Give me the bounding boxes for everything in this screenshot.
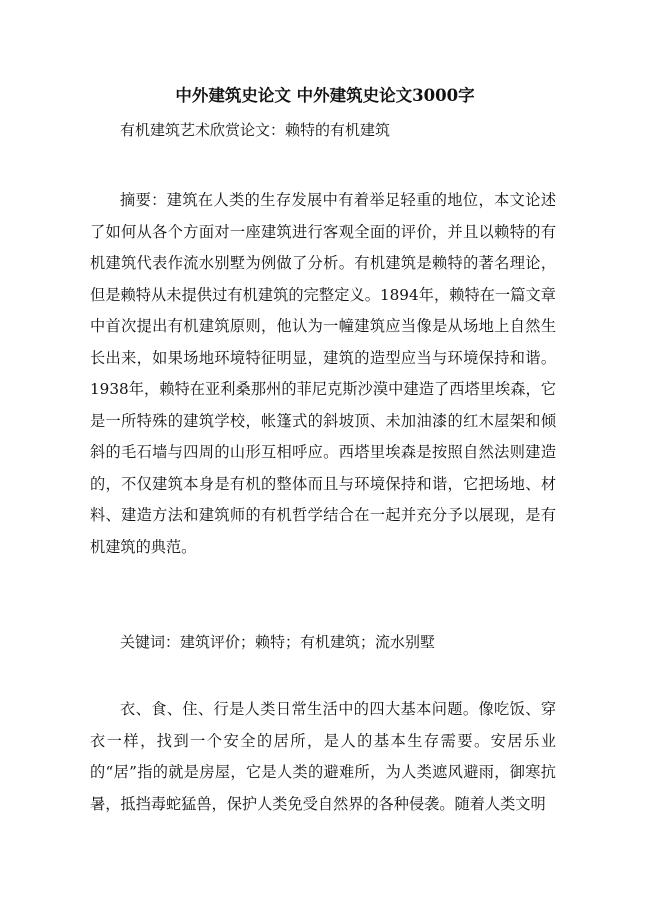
keywords-line: 关键词：建筑评价；赖特；有机建筑；流水别墅 (120, 633, 436, 651)
document-subtitle: 有机建筑艺术欣赏论文：赖特的有机建筑 (120, 121, 391, 139)
abstract-paragraph: 摘要：建筑在人类的生存发展中有着举足轻重的地位，本文论述了如何从各个方面对一座建筑进行客观全面的评价，并且以赖特的有机建筑代表作流水别墅为例做了分析。有机建筑是赖特的著名理论，但是赖特从未提供过有机建筑的完整定义。1894年，赖特在一篇文章中首次提出有机建筑原则，他认为一幢建筑应当像是从场地上自然生长出来，如果场地环境特征明显，建筑的造型应当与环境保持和谐。1938年，赖特在亚利桑那州的菲尼克斯沙漠中建造了西塔里埃森，它是一所特殊的建筑学校，帐篷式的斜坡顶、未加油漆的红木屋架和倾斜的毛石墙与四周的山形互相呼应。西塔里埃森是按照自然法则建造的，不仅建筑本身是有机的整体而且与环境保持和谐，它把场地、材料、建造方法和建筑师的有机哲学结合在一起并充分予以展现，是有机建筑的典范。 (90, 191, 556, 556)
body-paragraph: 衣、食、住、行是人类日常生活中的四大基本问题。像吃饭、穿衣一样，找到一个安全的居所，是人的基本生存需要。安居乐业的“居”指的就是房屋，它是人类的避难所，为人类遮风避雨，御寒抗暑，抵挡毒蛇猛兽，保护人类免受自然界的各种侵袭。随着人类文明 (90, 700, 556, 813)
document-title: 中外建筑史论文 中外建筑史论文3000字 (175, 86, 475, 105)
